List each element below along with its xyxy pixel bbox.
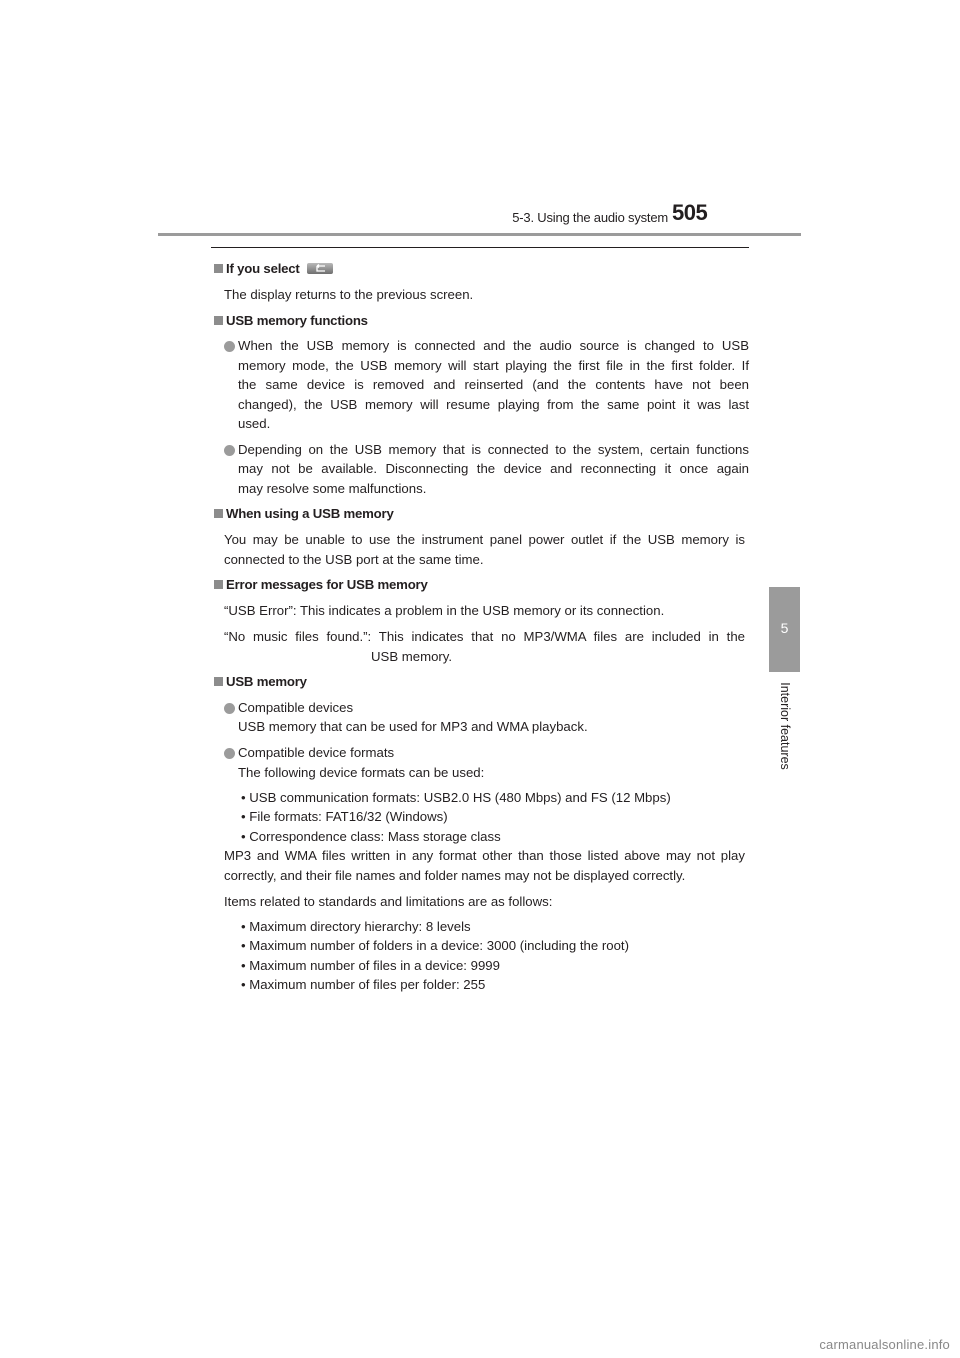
format-item: • Correspondence class: Mass storage class <box>241 829 501 844</box>
body-line: Depending on the USB memory that is connected to the system, certain functions <box>238 442 749 457</box>
compat-formats-title: Compatible device formats <box>238 745 395 760</box>
square-bullet-icon <box>214 580 223 589</box>
header-divider <box>158 233 801 236</box>
body-line: When the USB memory is connected and the audio source is changed to USB <box>238 338 749 353</box>
format-item: • USB communication formats: USB2.0 HS (480 Mbps) and FS (12 Mbps) <box>241 790 671 805</box>
body-line: the same device is removed and reinserted (and the contents have not been <box>238 377 749 392</box>
heading-when-using-usb: When using a USB memory <box>214 504 394 524</box>
format-item: • File formats: FAT16/32 (Windows) <box>241 809 448 824</box>
square-bullet-icon <box>214 264 223 273</box>
body-line: You may be unable to use the instrument panel power outlet if the USB memory is <box>224 532 745 547</box>
limit-item: • Maximum number of files in a device: 9999 <box>241 958 500 973</box>
square-bullet-icon <box>214 509 223 518</box>
error-no-music-line: “No music files found.”: This indicates that no MP3/WMA files are included in the <box>224 629 745 644</box>
body-line: The following device formats can be used: <box>238 765 485 780</box>
body-line: may resolve some malfunctions. <box>238 481 427 496</box>
body-line: correctly, and their file names and folder names may not be displayed correctly. <box>224 868 686 883</box>
heading-usb-memory-functions: USB memory functions <box>214 311 368 331</box>
chapter-number: 5 <box>780 620 789 636</box>
body-line: MP3 and WMA files written in any format other than those listed above may not play <box>224 848 745 863</box>
section-title: 5-3. Using the audio system <box>512 210 668 225</box>
body-line: may not be available. Disconnecting the device and reconnecting it once again <box>238 461 749 476</box>
heading-error-messages: Error messages for USB memory <box>214 575 428 595</box>
chapter-label: Interior features <box>778 682 792 770</box>
circle-bullet-icon <box>224 748 235 759</box>
circle-bullet-icon <box>224 341 235 352</box>
page-number: 505 <box>672 200 708 225</box>
body-line: memory mode, the USB memory will start playing the first file in the first folder. If <box>238 358 749 373</box>
compat-devices-title: Compatible devices <box>238 700 354 715</box>
back-arrow-icon <box>307 263 333 274</box>
square-bullet-icon <box>214 316 223 325</box>
body-line: changed), the USB memory will resume playing from the same point it was last <box>238 397 749 412</box>
heading-usb-memory: USB memory <box>214 672 307 692</box>
body-line: connected to the USB port at the same time. <box>224 552 484 567</box>
watermark: carmanualsonline.info <box>819 1337 950 1352</box>
body-text: The display returns to the previous screen. <box>224 287 474 302</box>
circle-bullet-icon <box>224 703 235 714</box>
heading-if-you-select: If you select <box>214 259 333 279</box>
limit-item: • Maximum directory hierarchy: 8 levels <box>241 919 471 934</box>
limits-intro: Items related to standards and limitations are as follows: <box>224 894 553 909</box>
circle-bullet-icon <box>224 445 235 456</box>
body-line: USB memory that can be used for MP3 and WMA playback. <box>238 719 588 734</box>
body-line: used. <box>238 416 271 431</box>
square-bullet-icon <box>214 677 223 686</box>
error-no-music-line: USB memory. <box>371 649 453 664</box>
limit-item: • Maximum number of folders in a device: 3000 (including the root) <box>241 938 629 953</box>
content-divider <box>211 247 749 248</box>
limit-item: • Maximum number of files per folder: 255 <box>241 977 486 992</box>
chapter-tab <box>769 587 800 672</box>
error-usb-error: “USB Error”: This indicates a problem in the USB memory or its connection. <box>224 603 665 618</box>
